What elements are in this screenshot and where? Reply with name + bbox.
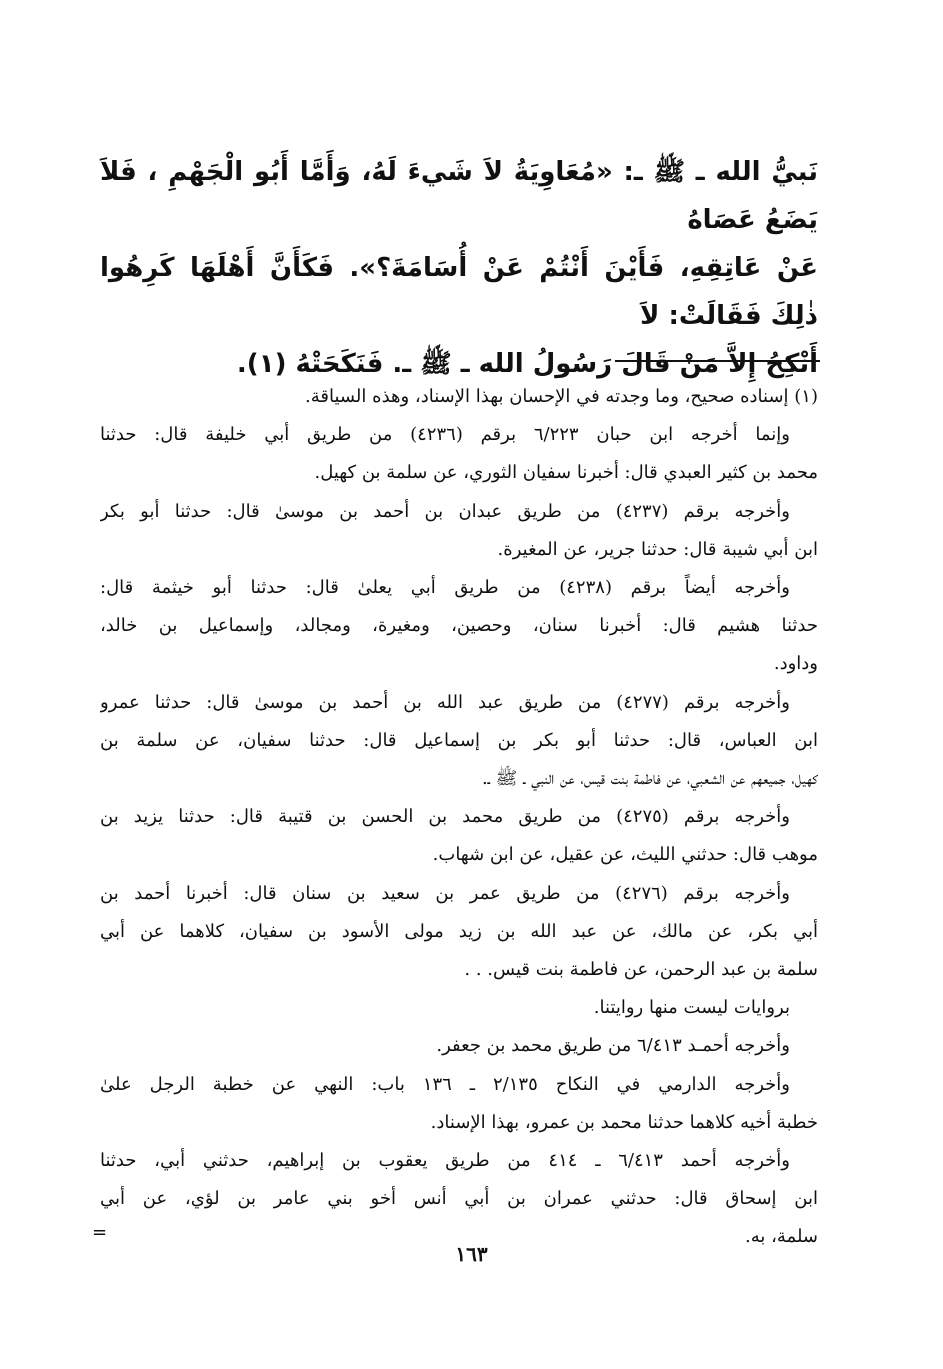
footnote-separator	[615, 360, 820, 362]
footnote-line: حدثنا هشيم قال: أخبرنا سنان، وحصين، ومغيرة، ومجالد، وإسماعيل بن خالد،	[100, 615, 818, 637]
main-text-line: أَنْكِحُ إِلاَّ مَنْ قَالَ رَسُولُ الله ـ ﷺ ـ. فَنَكَحَتْهُ (١).	[236, 349, 818, 379]
footnote-line: سلمة، به.	[744, 1226, 818, 1248]
footnote-line: وأخرجه برقم (٤٢٧٧) من طريق عبد الله بن أحمد بن موسىٰ قال: حدثنا عمرو	[100, 691, 790, 713]
main-text	[100, 148, 818, 388]
continuation-mark: =	[92, 1222, 108, 1243]
footnote-line: بروايات ليست منها روايتنا.	[593, 997, 790, 1019]
footnote-line: كهيل، جميعهم عن الشعبي، عن فاطمة بنت قيس، عن النبي ـ ﷺ ـ.	[481, 768, 818, 790]
footnote-line: وداود.	[773, 653, 818, 675]
footnote-line: وأخرجه أحمد ٦/٤١٣ ـ ٤١٤ من طريق يعقوب بن إبراهيم، حدثني أبي، حدثنا	[100, 1150, 791, 1172]
footnote-line: وأخرجه الدارمي في النكاح ٢/١٣٥ ـ ١٣٦ باب: النهي عن خطبة الرجل علىٰ	[100, 1073, 790, 1095]
main-text-line: نَبيُّ الله ـ ﷺ ـ: «مُعَاوِيَةُ لاَ شَيءَ لَهُ، وَأَمَّا أَبُو الْجَهْمِ ، فَلاَ يَضَعُ عَصَاهُ	[100, 157, 818, 235]
footnote-line: (١) إسناده صحيح، وما وجدته في الإحسان بهذا الإسناد، وهذه السياقة.	[304, 386, 818, 407]
footnotes	[100, 378, 818, 1257]
footnote-line: محمد بن كثير العبدي قال: أخبرنا سفيان الثوري، عن سلمة بن كهيل.	[314, 462, 818, 484]
footnote-line: ابن العباس، قال: حدثنا أبو بكر بن إسماعيل قال: حدثنا سفيان، عن سلمة بن	[100, 729, 818, 751]
footnote-line: وأخرجه برقم (٤٢٧٦) من طريق عمر بن سعيد بن سنان قال: أخبرنا أحمد بن	[100, 882, 791, 904]
footnote-line: ابن أبي شيبة قال: حدثنا جرير، عن المغيرة.	[497, 538, 818, 560]
footnote-line: موهب قال: حدثني الليث، عن عقيل، عن ابن شهاب.	[432, 844, 818, 866]
footnote-line: وإنما أخرجه ابن حبان ٦/٢٢٣ برقم (٤٢٣٦) من طريق أبي خليفة قال: حدثنا	[100, 424, 790, 446]
footnote-line: وأخرجه أحمـد ٦/٤١٣ من طريق محمد بن جعفر.	[436, 1035, 790, 1057]
footnote-line: ابن إسحاق قال: حدثني عمران بن أبي أنس أخو بني عامر بن لؤي، عن أبي	[100, 1188, 818, 1210]
footnote-line: أبي بكر، عن مالك، عن عبد الله بن زيد مولى الأسود بن سفيان، كلاهما عن أبي	[100, 920, 818, 942]
main-text-line: عَنْ عَاتِقِهِ، فَأَيْنَ أَنْتُمْ عَنْ أُسَامَةَ؟». فَكَأَنَّ أَهْلَهَا كَرِهُوا ذٰلِكَ فَقَالَتْ: لاَ	[100, 253, 818, 331]
footnote-line: وأخرجه برقم (٤٢٣٧) من طريق عبدان بن أحمد بن موسىٰ قال: حدثنا أبو بكر	[100, 500, 790, 522]
footnote-line: سلمة بن عبد الرحمن، عن فاطمة بنت قيس. . .	[464, 959, 818, 981]
footnote-line: وأخرجه برقم (٤٢٧٥) من طريق محمد بن الحسن بن قتيبة قال: حدثنا يزيد بن	[100, 806, 790, 828]
footnote-line: وأخرجه أيضاً برقم (٤٢٣٨) من طريق أبي يعلىٰ قال: حدثنا أبو خيثمة قال:	[100, 577, 790, 599]
page-number: ١٦٣	[455, 1242, 488, 1266]
footnote-line: خطبة أخيه كلاهما حدثنا محمد بن عمرو، بهذا الإسناد.	[430, 1111, 818, 1133]
